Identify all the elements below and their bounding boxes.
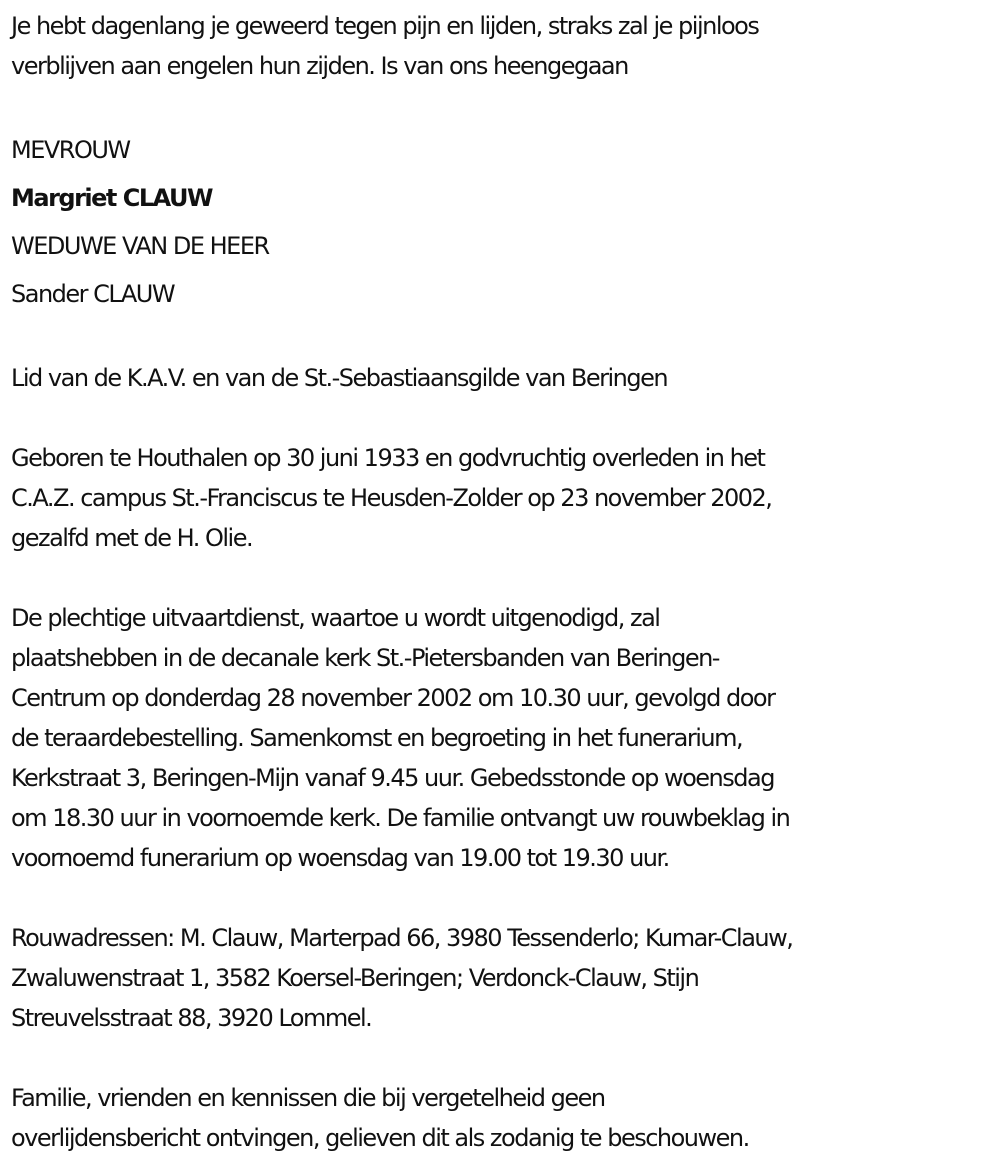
birth-death-line: gezalfd met de H. Olie. xyxy=(11,524,253,552)
intro-line: Je hebt dagenlang je geweerd tegen pijn en lijden, straks zal je pijnloos xyxy=(11,12,759,40)
service-line: De plechtige uitvaartdienst, waartoe u wordt uitgenodigd, zal xyxy=(11,604,660,632)
membership-line: Lid van de K.A.V. en van de St.-Sebastiaansgilde van Beringen xyxy=(11,364,668,392)
service-line: Kerkstraat 3, Beringen-Mijn vanaf 9.45 uur. Gebedsstonde op woensdag xyxy=(11,764,774,792)
spacer xyxy=(11,398,1000,438)
spacer xyxy=(11,1038,1000,1078)
deceased-block xyxy=(11,126,1000,318)
addresses-paragraph xyxy=(11,918,1000,1038)
birth-death-line: C.A.Z. campus St.-Franciscus te Heusden-Zolder op 23 november 2002, xyxy=(11,484,772,512)
closing-line: Familie, vrienden en kennissen die bij vergetelheid geen xyxy=(11,1084,605,1112)
membership-paragraph xyxy=(11,358,1000,398)
closing-line: overlijdensbericht ontvingen, gelieven dit als zodanig te beschouwen. xyxy=(11,1124,749,1152)
spacer xyxy=(11,878,1000,918)
address-line: Rouwadressen: M. Clauw, Marterpad 66, 3980 Tessenderlo; Kumar-Clauw, xyxy=(11,924,793,952)
intro-verse xyxy=(11,6,1000,86)
title-prefix: MEVROUW xyxy=(11,136,130,164)
funeral-notice xyxy=(0,6,1000,1172)
intro-line: verblijven aan engelen hun zijden. Is van ons heengegaan xyxy=(11,52,628,80)
address-line: Zwaluwenstraat 1, 3582 Koersel-Beringen; Verdonck-Clauw, Stijn xyxy=(11,964,699,992)
service-line: plaatshebben in de decanale kerk St.-Pietersbanden van Beringen- xyxy=(11,644,719,672)
spacer xyxy=(11,558,1000,598)
deceased-name: Margriet CLAUW xyxy=(11,184,212,212)
service-line: de teraardebestelling. Samenkomst en begroeting in het funerarium, xyxy=(11,724,743,752)
widow-of-label: WEDUWE VAN DE HEER xyxy=(11,232,269,260)
address-line: Streuvelsstraat 88, 3920 Lommel. xyxy=(11,1004,372,1032)
service-line: Centrum op donderdag 28 november 2002 om 10.30 uur, gevolgd door xyxy=(11,684,775,712)
closing-paragraph xyxy=(11,1078,1000,1158)
birth-death-paragraph xyxy=(11,438,1000,558)
spouse-name: Sander CLAUW xyxy=(11,280,175,308)
spacer xyxy=(11,318,1000,358)
spacer xyxy=(11,86,1000,126)
service-paragraph xyxy=(11,598,1000,878)
birth-death-line: Geboren te Houthalen op 30 juni 1933 en godvruchtig overleden in het xyxy=(11,444,765,472)
service-line: om 18.30 uur in voornoemde kerk. De familie ontvangt uw rouwbeklag in xyxy=(11,804,790,832)
service-line: voornoemd funerarium op woensdag van 19.00 tot 19.30 uur. xyxy=(11,844,669,872)
